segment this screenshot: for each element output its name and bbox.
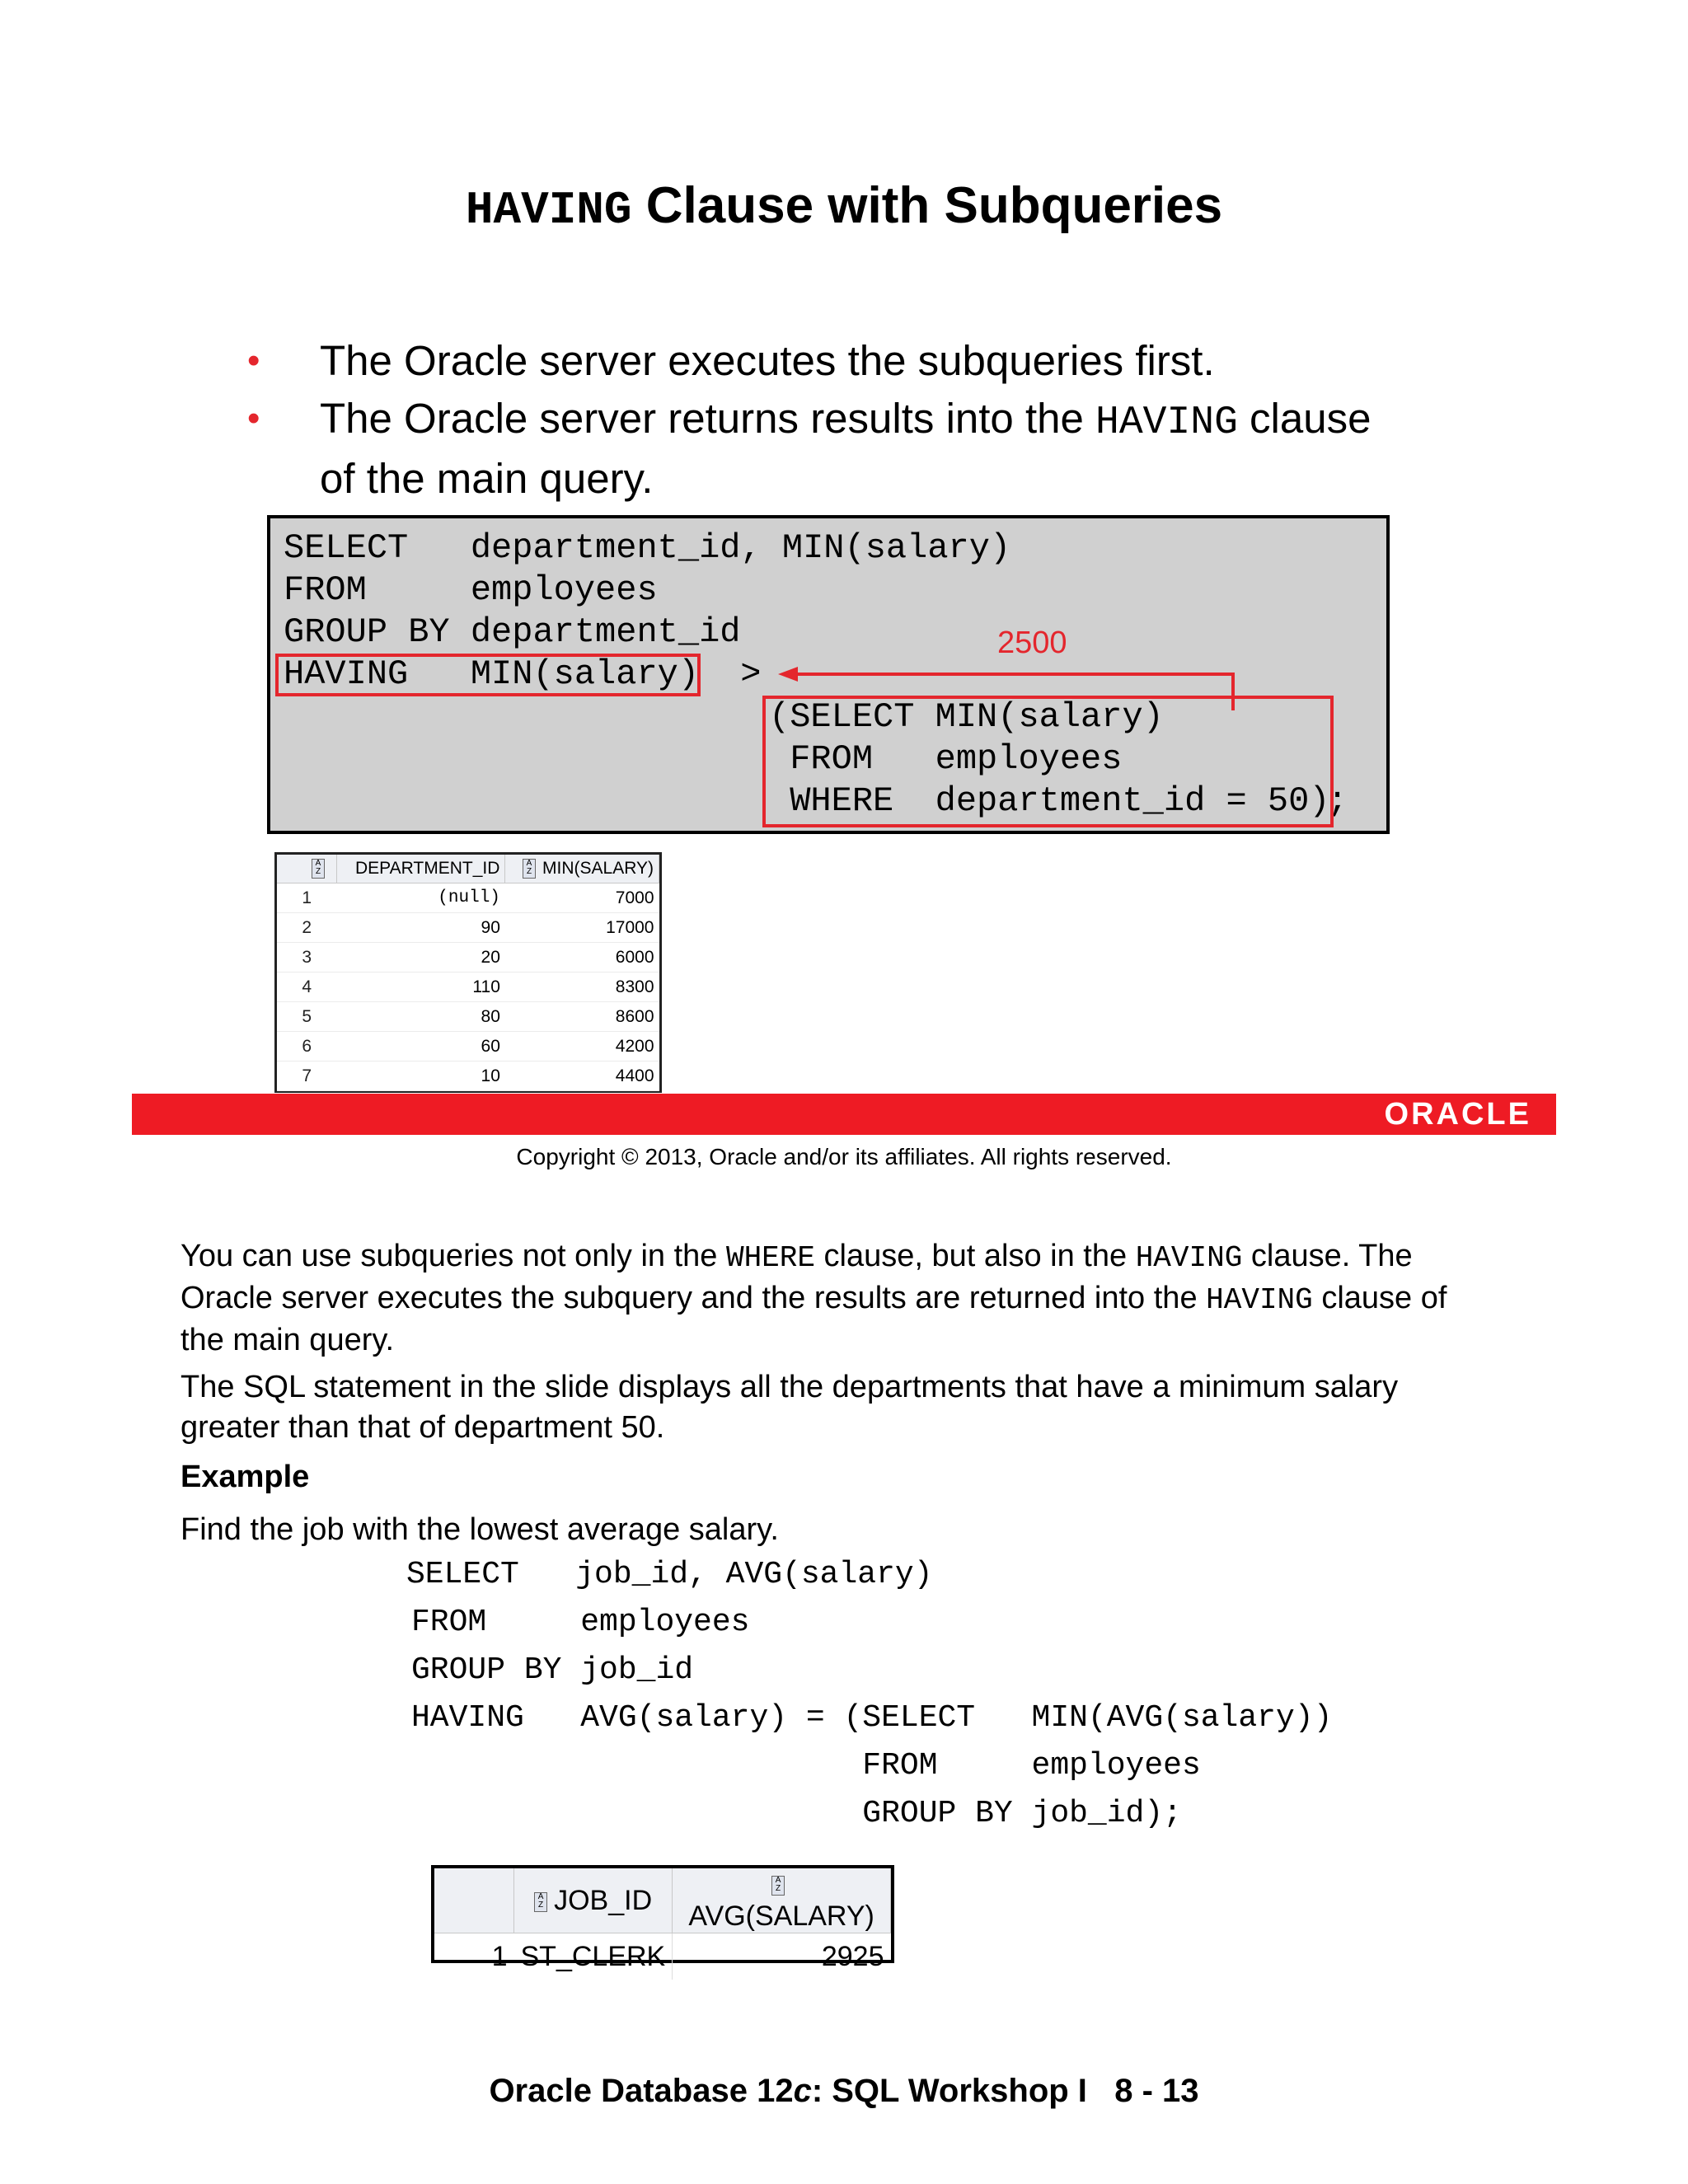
column-header[interactable]: DEPARTMENT_ID — [337, 855, 505, 883]
example-code-line-3: GROUP BY job_id — [411, 1652, 694, 1688]
rownum-header — [277, 855, 337, 883]
subquery-line-3: WHERE department_id = 50) — [769, 781, 1330, 821]
bullet-2-text: The Oracle server returns results into the HAVING clause of the main query. — [320, 395, 1372, 502]
notes-paragraph-1: You can use subqueries not only in the WHERE clause, but also in the HAVING clause. The Oracle server executes the subquery and the results are returned into the HAVING clause of the main query. — [181, 1239, 1447, 1357]
table-row[interactable]: 4 110 8300 — [277, 972, 659, 1002]
table-row[interactable]: 2 90 17000 — [277, 913, 659, 943]
bullet-dot: • — [247, 340, 260, 381]
title-code: HAVING — [465, 184, 632, 237]
sql-line-3: GROUP BY department_id — [284, 612, 741, 652]
page-footer: Oracle Database 12c: SQL Workshop I 8 - 13 — [489, 2073, 1199, 2109]
subquery-line-1: (SELECT MIN(salary) — [769, 697, 1164, 737]
example-description: Find the job with the lowest average salary. — [181, 1512, 779, 1547]
title-text: Clause with Subqueries — [631, 177, 1223, 234]
sort-icon[interactable]: A Z — [771, 1876, 785, 1896]
sql-line-1: SELECT department_id, MIN(salary) — [284, 528, 1011, 568]
table-row[interactable]: 1 (null) 7000 — [277, 883, 659, 913]
subquery-result-label: 2500 — [997, 626, 1067, 660]
result-table — [277, 855, 659, 1091]
table-row[interactable]: 1 ST_CLERK 2925 — [434, 1933, 891, 1980]
bullet-dot: • — [247, 398, 260, 438]
example-code-line-2: FROM employees — [411, 1605, 750, 1640]
column-header[interactable]: A Z JOB_ID — [514, 1868, 673, 1933]
table-row[interactable]: 3 20 6000 — [277, 943, 659, 972]
example-code-line-1: SELECT job_id, AVG(salary) — [406, 1557, 933, 1592]
notes-paragraph-2: The SQL statement in the slide displays all the departments that have a minimum salary greater than that of department 50. — [181, 1370, 1399, 1445]
table-row[interactable]: 7 10 4400 — [277, 1062, 659, 1091]
example-code-line-5: FROM employees — [411, 1748, 1201, 1783]
example-code-line-4: HAVING AVG(salary) = (SELECT MIN(AVG(salary)) — [411, 1700, 1333, 1736]
result-grid-departments — [274, 852, 662, 1093]
copyright-text: Copyright © 2013, Oracle and/or its affiliates. All rights reserved. — [516, 1144, 1172, 1169]
sort-icon[interactable]: A Z — [312, 859, 325, 879]
subquery-line-2: FROM employees — [769, 739, 1123, 779]
subquery-highlight-box — [762, 696, 1334, 827]
sql-line-4: HAVING MIN(salary) — [284, 654, 700, 694]
example-heading: Example — [181, 1460, 310, 1494]
oracle-logo: ORACLE — [1384, 1097, 1531, 1132]
column-header[interactable]: A Z MIN(SALARY) — [505, 855, 659, 883]
column-header[interactable]: A ZAVG(SALARY) — [673, 1868, 891, 1933]
sql-greater-than: > — [720, 654, 762, 694]
result-table — [434, 1868, 891, 1980]
sql-code-box — [267, 515, 1390, 834]
sort-icon[interactable]: A Z — [534, 1892, 547, 1912]
sort-icon[interactable]: A Z — [523, 859, 536, 879]
bullet-2 — [247, 391, 1484, 506]
sql-semicolon: ; — [1327, 781, 1348, 821]
slide-title — [0, 176, 1688, 237]
table-row[interactable]: 5 80 8600 — [277, 1002, 659, 1032]
oracle-brand-band — [132, 1094, 1556, 1135]
result-grid-job — [431, 1865, 894, 1972]
rownum-header — [434, 1868, 514, 1933]
table-row[interactable]: 6 60 4200 — [277, 1032, 659, 1062]
bullet-1 — [247, 333, 1484, 389]
bullet-1-text: The Oracle server executes the subqueries first. — [320, 337, 1215, 384]
sql-line-2: FROM employees — [284, 570, 658, 610]
example-code-line-6: GROUP BY job_id); — [411, 1796, 1182, 1831]
